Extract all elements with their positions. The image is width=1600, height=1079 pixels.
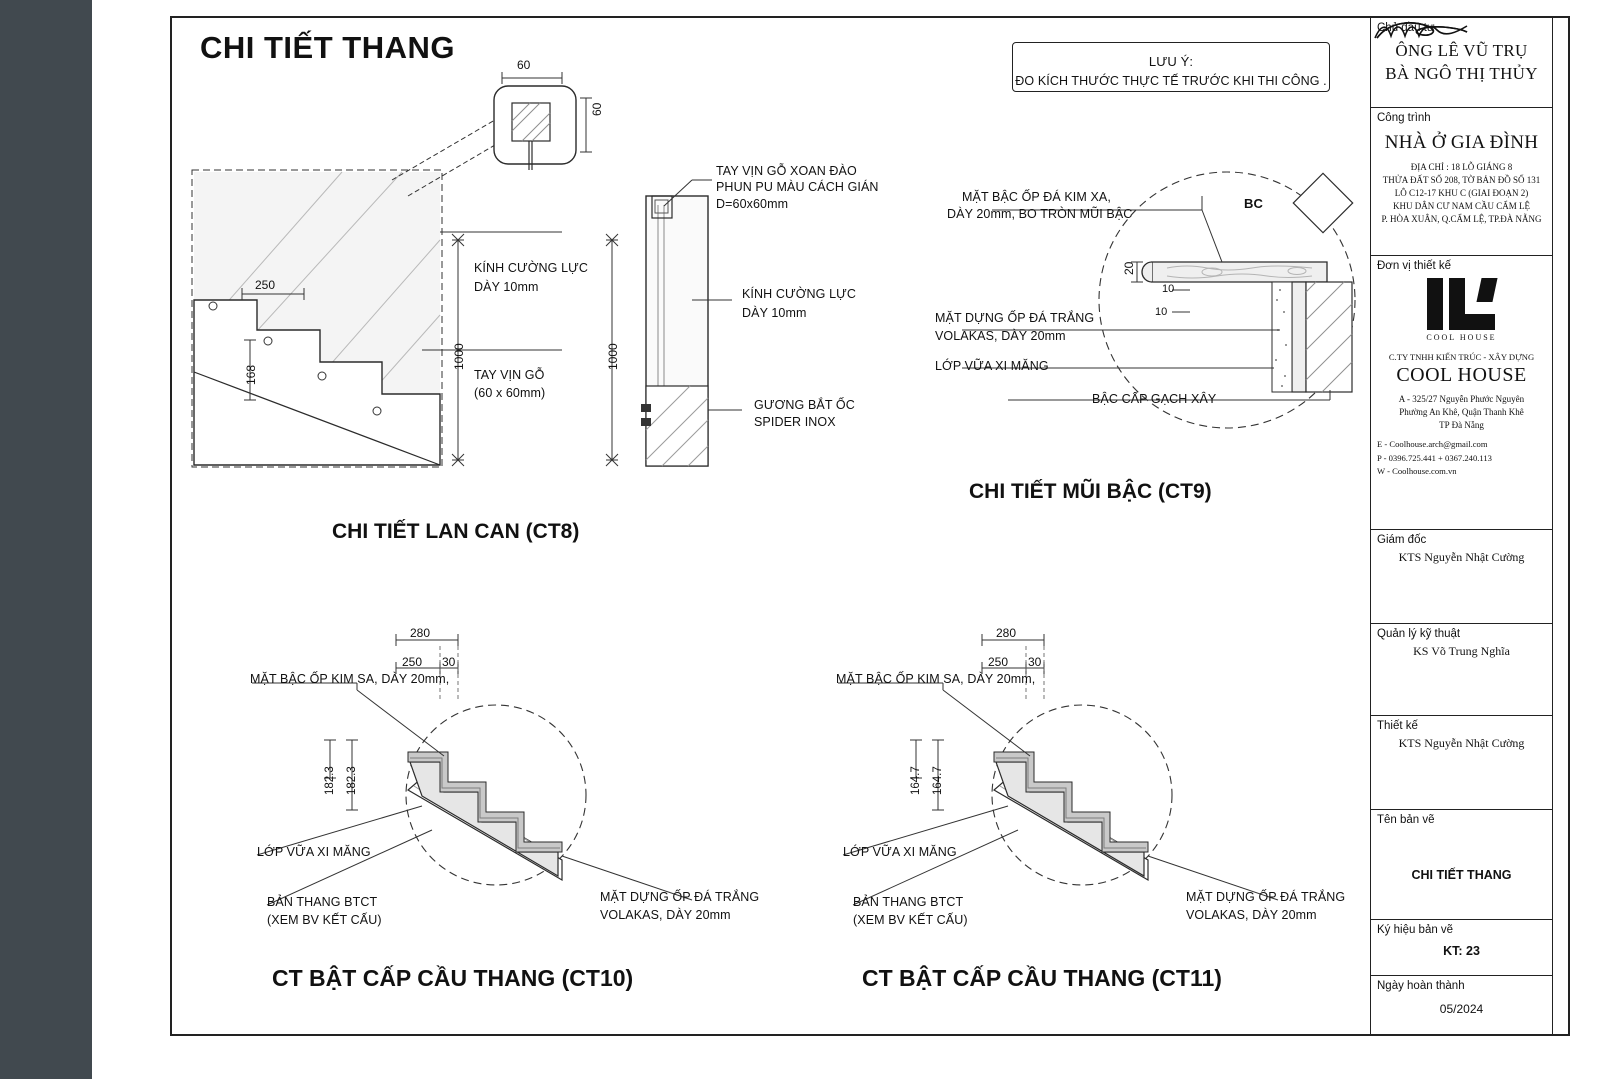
- ct8-title: CHI TIẾT LAN CAN (CT8): [332, 520, 580, 543]
- project-address-4: KHU DÂN CƯ NAM CẦU CẨM LỆ: [1393, 201, 1530, 211]
- ct9-label-2a: MẶT DỰNG ỐP ĐÁ TRẮNG: [935, 311, 1095, 325]
- owner-name-2: BÀ NGÔ THỊ THỦY: [1385, 64, 1538, 83]
- ct9-label-3: LỚP VỮA XI MĂNG: [935, 359, 1049, 373]
- title-block: [1370, 17, 1553, 1035]
- ct11-dim-rise-b: 164.7: [932, 766, 944, 795]
- ct8-label-wood-1: TAY VỊN GỖ: [474, 368, 545, 382]
- project-address-3: LÔ C12-17 KHU C (GIAI ĐOẠN 2): [1394, 188, 1529, 198]
- title-block-code: [1371, 920, 1552, 976]
- project-address-1: ĐỊA CHỈ : 18 LỖ GIÁNG 8: [1410, 162, 1513, 172]
- ct11-title: CT BẬT CẤP CẦU THANG (CT11): [862, 965, 1222, 991]
- ct11-dim-280: 280: [996, 626, 1017, 640]
- ct8-label-handrail-1: TAY VỊN GỖ XOAN ĐÀO: [716, 164, 857, 178]
- page-title: CHI TIẾT THANG: [200, 30, 455, 65]
- logo-text: COOL HOUSE: [1426, 333, 1497, 342]
- ct10-title: CT BẬT CẤP CẦU THANG (CT10): [272, 965, 634, 991]
- note-text: ĐO KÍCH THƯỚC THỰC TẾ TRƯỚC KHI THI CÔNG .: [1015, 74, 1327, 88]
- title-block-design: [1371, 716, 1552, 810]
- date-value: 05/2024: [1439, 1002, 1484, 1016]
- ct11-label-3b: (XEM BV KẾT CẤU): [853, 913, 968, 927]
- company-address-2: Phường An Khê, Quận Thanh Khê: [1399, 407, 1524, 417]
- cool-house-logo-icon: [1419, 278, 1505, 330]
- ct8-label-glass-1: KÍNH CƯỜNG LỰC: [474, 261, 589, 275]
- company-logo: [1377, 272, 1546, 342]
- project-address-5: P. HÒA XUÂN, Q.CẨM LỆ, TP.ĐÀ NẴNG: [1381, 214, 1542, 224]
- ct8-label-wood-2: (60 x 60mm): [474, 386, 546, 400]
- ct10-dim-280: 280: [410, 626, 431, 640]
- director-name: KTS Nguyễn Nhật Cường: [1398, 550, 1525, 564]
- ct8-dim-60-top: 60: [517, 58, 531, 72]
- ct8-dim-1000-b: 1000: [606, 343, 620, 370]
- company-address-3: TP Đà Nẵng: [1439, 420, 1484, 430]
- manager-name: KS Võ Trung Nghĩa: [1413, 644, 1510, 658]
- ct10-label-1: MẶT BẬC ỐP KIM SA, DÀY 20mm,: [250, 672, 450, 686]
- company-website: W - Coolhouse.com.vn: [1377, 466, 1457, 476]
- ct9-dim-20: 20: [1122, 261, 1136, 275]
- note-title: LƯU Ý:: [1148, 54, 1194, 69]
- drawing-caption: Tên bản vẽ: [1377, 814, 1435, 826]
- title-block-project: [1371, 108, 1552, 256]
- ct11-label-3a: BẢN THANG BTCT: [853, 895, 964, 909]
- ct8-label-glass-3: KÍNH CƯỜNG LỰC: [742, 287, 857, 301]
- ct8-label-glass-4: DÀY 10mm: [742, 306, 807, 320]
- project-address-2: THỬA ĐẤT SỐ 208, TỜ BẢN ĐỒ SỐ 131: [1382, 175, 1541, 185]
- manager-caption: Quản lý kỹ thuật: [1377, 628, 1461, 640]
- ct11-dim-rise-a: 164.7: [910, 766, 922, 795]
- ct11-label-4b: VOLAKAS, DÀY 20mm: [1186, 908, 1317, 922]
- ct9-dim-10a: 10: [1162, 283, 1175, 295]
- ct9-label-2b: VOLAKAS, DÀY 20mm: [935, 329, 1066, 343]
- ct11-dim-30: 30: [1028, 655, 1042, 669]
- code-caption: Ký hiệu bản vẽ: [1377, 924, 1454, 936]
- title-block-director: [1371, 530, 1552, 624]
- ct9-label-1a: MẶT BẬC ỐP ĐÁ KIM XA,: [962, 190, 1111, 204]
- viewer-background-strip: [0, 0, 92, 1079]
- title-block-manager: [1371, 624, 1552, 716]
- code-value: KT: 23: [1443, 944, 1480, 958]
- director-caption: Giám đốc: [1377, 534, 1427, 546]
- ct8-label-spider-1: GƯƠNG BẮT ỐC: [754, 398, 855, 412]
- company-phone: P - 0396.725.441 + 0367.240.113: [1377, 452, 1492, 463]
- ct8-label-glass-2: DÀY 10mm: [474, 280, 539, 294]
- ct9-tag-bc: BC: [1244, 196, 1263, 211]
- ct9-title: CHI TIẾT MŨI BẬC (CT9): [969, 480, 1212, 503]
- title-block-drawing: [1371, 810, 1552, 920]
- title-block-designer: [1371, 256, 1552, 530]
- ct10-label-3a: BẢN THANG BTCT: [267, 895, 378, 909]
- ct8-label-handrail-3: D=60x60mm: [716, 197, 789, 211]
- ct8-label-handrail-2: PHUN PU MÀU CÁCH GIÁN: [716, 180, 879, 194]
- title-block-date: [1371, 976, 1552, 1032]
- ct10-label-3b: (XEM BV KẾT CẤU): [267, 913, 382, 927]
- drawing-sheet: [92, 0, 1600, 1079]
- drawing-name: CHI TIẾT THANG: [1411, 868, 1512, 882]
- project-caption: Công trình: [1377, 112, 1431, 124]
- ct8-dim-168: 168: [244, 364, 258, 385]
- design-caption: Thiết kế: [1377, 720, 1418, 732]
- ct10-label-4b: VOLAKAS, DÀY 20mm: [600, 908, 731, 922]
- ct9-dim-10b: 10: [1155, 306, 1168, 318]
- designer-caption: Đơn vị thiết kế: [1377, 260, 1452, 272]
- ct10-label-2: LỚP VỮA XI MĂNG: [257, 845, 371, 859]
- ct11-label-4a: MẶT DỰNG ỐP ĐÁ TRẮNG: [1186, 890, 1346, 904]
- company-address-1: A - 325/27 Nguyễn Phước Nguyên: [1398, 394, 1525, 404]
- ct11-dim-250: 250: [988, 655, 1009, 669]
- ct10-dim-rise-a: 182.3: [324, 766, 336, 795]
- ct10-dim-rise-b: 182.3: [346, 766, 358, 795]
- ct11-label-2: LỚP VỮA XI MĂNG: [843, 845, 957, 859]
- ct8-dim-250: 250: [255, 278, 276, 292]
- ct10-dim-30: 30: [442, 655, 456, 669]
- ct9-label-1b: DÀY 20mm, BO TRÒN MŨI BẬC: [947, 207, 1133, 221]
- ct8-dim-1000-a: 1000: [452, 343, 466, 370]
- owner-caption: Chủ đầu tư: [1377, 22, 1435, 34]
- date-caption: Ngày hoàn thành: [1377, 980, 1465, 992]
- company-line: C.TY TNHH KIẾN TRÚC - XÂY DỰNG: [1388, 352, 1535, 362]
- ct9-label-4: BẬC CẤP GẠCH XÂY: [1092, 392, 1217, 406]
- ct8-dim-60-side: 60: [590, 102, 604, 116]
- designer-signature-icon: [1371, 18, 1471, 44]
- company-name: COOL HOUSE: [1396, 364, 1527, 386]
- ct10-dim-250: 250: [402, 655, 423, 669]
- designer-name: KTS Nguyễn Nhật Cường: [1398, 736, 1525, 750]
- company-email: E - Coolhouse.arch@gmail.com: [1377, 439, 1488, 449]
- ct11-label-1: MẶT BẬC ỐP KIM SA, DÀY 20mm,: [836, 672, 1036, 686]
- owner-name-1: ÔNG LÊ VŨ TRỤ: [1395, 41, 1528, 60]
- ct8-label-spider-2: SPIDER INOX: [754, 415, 836, 429]
- project-name: NHÀ Ở GIA ĐÌNH: [1384, 132, 1539, 153]
- ct10-label-4a: MẶT DỰNG ỐP ĐÁ TRẮNG: [600, 890, 760, 904]
